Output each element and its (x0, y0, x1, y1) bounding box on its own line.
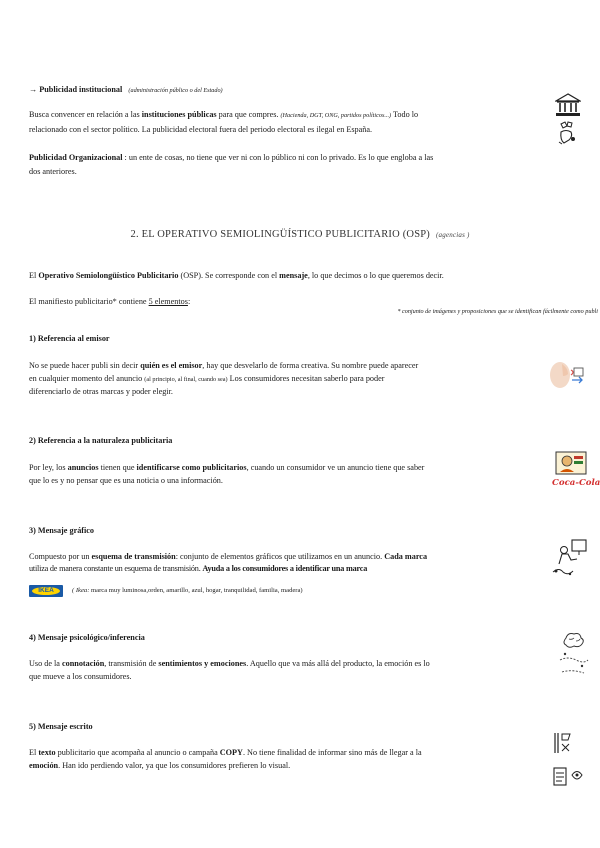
org-para-line1: Publicidad Organizacional : un ente de cosas, no tiene que ver ni con lo público ni con lo privado. Es lo que engloba a las (29, 153, 434, 162)
computer-user-icon (550, 538, 590, 578)
e1-line2: en cualquier momento del anuncio (al principio, al final, cuando sea) Los consumidores necesitan saberlo para poder (29, 374, 385, 383)
inst-para-line1: Busca convencer en relación a las instituciones públicas para que compres. (Hacienda, DGT, ONG, partidos políticos...) Todo lo (29, 110, 419, 119)
e5-line2: emoción. Han ido perdiendo valor, ya que los consumidores prefieren lo visual. (29, 761, 291, 770)
manifiesto-footnote: * conjunto de imágenes y proposiciones que se identifican fácilmente como publi (397, 308, 598, 315)
e4-title: 4) Mensaje psicológico/inferencia (29, 633, 145, 642)
speaking-person-icon (548, 358, 586, 390)
manifiesto-para: El manifiesto publicitario* contiene 5 elementos: (29, 297, 191, 306)
osp-para: El Operativo Semiolongüístico Publicitario (OSP). Se corresponde con el mensaje, lo que decimos o lo que queremos decir. (29, 271, 444, 280)
coca-cola-logo: Coca-Cola (552, 478, 600, 488)
inst-title: Publicidad institucional (39, 85, 123, 94)
document-doodle-icon (552, 766, 592, 788)
hand-cards-icon (555, 120, 579, 146)
inst-heading (29, 84, 223, 96)
inst-para-line2: relacionado con el sector político. La publicidad electoral fuera del periodo electoral es ilegal en España. (29, 125, 373, 134)
section-title: 2. EL OPERATIVO SEMIOLINGÜÍSTICO PUBLICITARIO (OSP) (agencias ) (130, 229, 470, 240)
e4-line1: Uso de la connotación, transmisión de sentimientos y emociones. Aquello que va más allá del producto, la emoción es lo (29, 659, 430, 668)
brain-doodle-icon (556, 630, 592, 682)
e1-line1: No se puede hacer publi sin decir quién es el emisor, hay que desvelarlo de forma creativa. Su nombre puede aparecer (29, 361, 419, 370)
inst-subtitle: (administración público o del Estado) (128, 87, 223, 94)
e5-line1: El texto publicitario que acompaña al anuncio o campaña COPY. No tiene finalidad de informar sino más de llegar a la (29, 748, 422, 757)
e1-title: 1) Referencia al emisor (29, 334, 110, 343)
e3-line2: utiliza de manera constante un esquema de transmisión. Ayuda a los consumidores a identificar una marca (29, 564, 368, 573)
e2-line2: que lo es y no pensar que es una noticia o una información. (29, 476, 223, 485)
org-para-line2: dos anteriores. (29, 167, 77, 176)
e2-title: 2) Referencia a la naturaleza publicitaria (29, 436, 173, 445)
letter-doodle-icon (552, 730, 574, 756)
e3-title: 3) Mensaje gráfico (29, 526, 95, 535)
arrow: → (29, 85, 38, 94)
ikea-note: ( Ikea: marca muy luminosa,orden, amarillo, azul, hogar, tranquilidad, familia, madera) (72, 587, 303, 594)
poster-person-icon (554, 450, 588, 476)
e5-title: 5) Mensaje escrito (29, 722, 93, 731)
e2-line1: Por ley, los anuncios tienen que identificarse como publicitarios, cuando un consumidor ve un anuncio tiene que saber (29, 463, 425, 472)
org-title: Publicidad Organizacional (29, 153, 123, 162)
ikea-logo: IKEA (29, 585, 63, 597)
e1-line3: diferenciarlo de otras marcas y poder elegir. (29, 387, 173, 396)
government-building-icon (555, 93, 581, 117)
e3-line1: Compuesto por un esquema de transmisión: conjunto de elementos gráficos que utilizamos en un anuncio. Cada marca (29, 552, 428, 561)
e4-line2: que mueve a los consumidores. (29, 672, 132, 681)
